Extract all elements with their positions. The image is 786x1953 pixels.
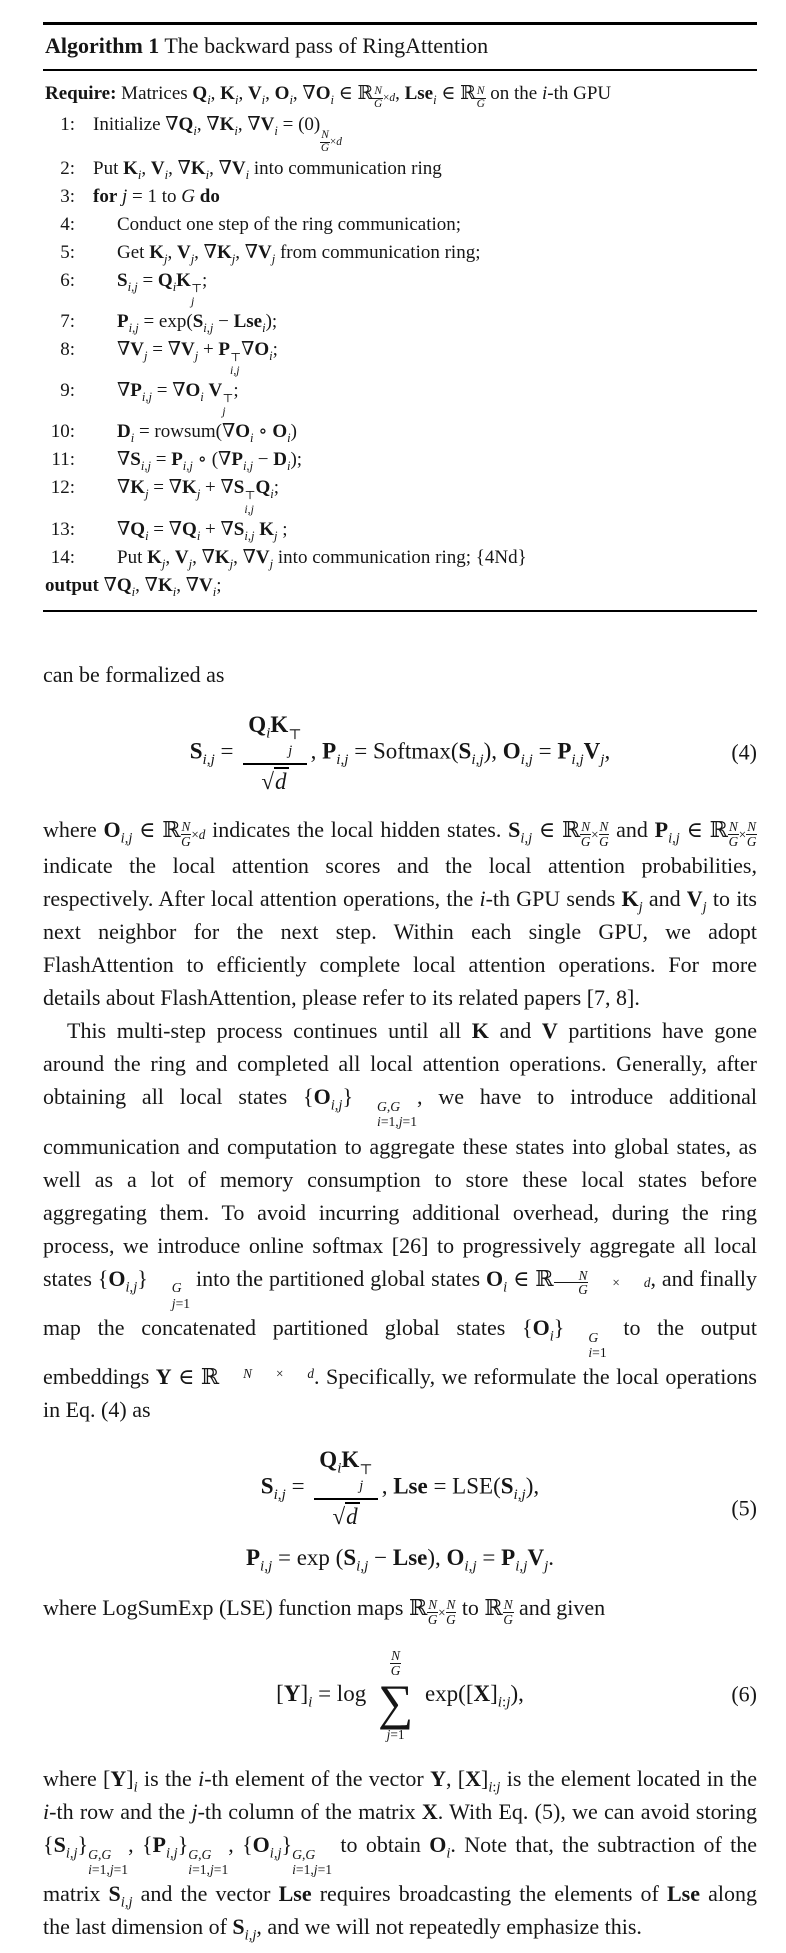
algorithm-line: [43, 211, 757, 239]
algorithm-line: [43, 267, 757, 308]
equation-6: [43, 1647, 757, 1744]
algorithm-title: [43, 25, 757, 71]
algorithm-label: Algorithm 1: [45, 33, 160, 58]
equation-5-line1: $S_{i,j}$ = $Q_iK$ ⊤ j √d , Lse = $LSE(S_{i,j})$,: [260, 1447, 540, 1530]
line-content: $\nabla S_{i,j} = P_{i,j}$ ∘ $(\nabla P_{i,j} - D_i)$;: [117, 449, 303, 474]
line-content: $S_{i,j} = Q_iK$ ⊤ j ;: [117, 269, 208, 308]
equation-5-number: (5): [731, 1496, 757, 1522]
equation-5: [43, 1446, 757, 1573]
line-content: Put $K_j$, $V_j$, $\nabla K_j$, $\nabla V_j$ into communication ring; {4Nd}: [117, 546, 527, 571]
paragraph-local-states: where $O_{i,j}$ ∈ ℝ $^{\frac{N}{G} \times d}$ indicates the local hidden states. $S_{i,j}$ ∈ ℝ $^{\frac{N}{G} \times \frac{N}{G}}$ and $P_{i,j}$ ∈ ℝ $^{\frac{N}{G} \times \frac{N}{G}}$ indicate the local attention scores and the local attention probabilities, respectively. After local attention operations, the i-th GPU sends $K_j$ and $V_j$ to its next neighbor for the next step. Within each single GPU, we adopt FlashAttention to efficiently complete local attention operations. For more details about FlashAttention, please refer to its related papers [7, 8].: [43, 817, 757, 1011]
equation-5-body: [246, 1446, 554, 1573]
algorithm-body: [43, 71, 757, 612]
algorithm-require-line: [43, 80, 757, 111]
line-content: $P_{i,j} = \exp(S_{i,j} - Lse_i)$;: [117, 310, 278, 335]
algorithm-line: [43, 183, 757, 211]
line-content: Get $K_j$, $V_j$, $\nabla K_j$, $\nabla V_j$ from communication ring;: [117, 241, 481, 266]
algorithm-output-line: [43, 572, 757, 600]
line-number: 14:: [50, 546, 75, 568]
line-content: $\nabla P_{i,j} = \nabla O_i$ V ⊤ j ;: [117, 380, 239, 419]
algorithm-line: [43, 155, 757, 183]
algorithm-line: [43, 377, 757, 418]
line-number: 8:: [60, 338, 75, 360]
intro-line: can be formalized as: [43, 661, 225, 687]
line-number: 3:: [60, 185, 75, 207]
line-number: 1:: [60, 113, 75, 135]
line-content: Put $K_i$, $V_i$, $\nabla K_i$, $\nabla V_i$ into communication ring: [93, 157, 442, 182]
line-content: Conduct one step of the ring communication;: [117, 213, 462, 235]
line-number: 13:: [50, 518, 75, 540]
equation-4-number: (4): [731, 739, 757, 765]
algorithm-line: [43, 544, 757, 572]
line-number: 5:: [60, 241, 75, 263]
line-number: 11:: [51, 449, 75, 471]
line-number: 2:: [60, 157, 75, 179]
require-content: Matrices $Q_i$, $K_i$, $V_i$, $O_i$, $\nabla O_i$ ∈ ℝ $^{\frac{N}{G} \times d}$ , Lse$_i$ ∈ ℝ $^{\frac{N}{G}}$ on the i-th GPU: [116, 83, 612, 110]
algorithm-line: [43, 239, 757, 267]
algorithm-line: [43, 474, 757, 515]
line-content: for j = 1 to G do: [93, 185, 220, 207]
paragraph-multistep: This multi-step process continues until all K and V partitions have gone around the ring and completed all local attention operations. Generally, after obtaining all local states $\{O_{i,j}\}$ G,G i=1,j=1 , we have to introduce additional communication and computation to aggregate these states into global states, as well as a lot of memory consumption to store these local states before aggregating them. To avoid incurring additional overhead, during the ring process, we introduce online softmax [26] to progressively aggregate all local states $\{O_{i,j}\}$ G j=1 into the partitioned global states $O_i$ ∈ ℝ $^{\frac{N}{G} \times d}$ , and finally map the concatenated partitioned global states $\{O_i\}$ G i=1 to the output embeddings Y ∈ ℝ $^{N \times d}$ . Specifically, we reformulate the local operations in Eq. (4) as: [43, 1018, 758, 1423]
algorithm-line: [43, 111, 757, 155]
algorithm-line: [43, 516, 757, 544]
algorithm-line: [43, 336, 757, 377]
equation-5-line2: $P_{i,j} = \exp (S_{i,j} - Lse)$, $O_{i,j} = P_{i,j}V_j$.: [245, 1544, 555, 1575]
line-number: 6:: [60, 269, 75, 291]
algorithm-title-text: The backward pass of RingAttention: [159, 33, 489, 58]
equation-4-body: $S_{i,j}$ = $Q_iK$ ⊤ j √d , $P_{i,j}$ = $Softmax(S_{i,j})$, $O_{i,j} = P_{i,j}V_j$,: [189, 711, 611, 794]
line-content: $\nabla K_j = \nabla K_j + \nabla S$ ⊤ i,j $Q_i$;: [117, 477, 279, 516]
equation-6-body: $[Y]_i = \log$ $\frac{N}{G}$ ∑ j=1 $\exp([X]_{i:j})$,: [276, 1647, 524, 1743]
paragraph-lse: where LogSumExp (LSE) function maps ℝ $^{\frac{N}{G} \times \frac{N}{G}}$ to ℝ $^{\frac{N}{G}}$ and given: [43, 1594, 606, 1627]
algorithm-line: [43, 418, 757, 446]
line-number: 9:: [60, 380, 75, 402]
line-content: Initialize $\nabla Q_i$, $\nabla K_i$, $\nabla V_i = (0)$ $_{\frac{N}{G} \times d}$: [93, 113, 342, 154]
require-keyword: Require:: [45, 83, 117, 104]
output-content: $\nabla Q_i$, $\nabla K_i$, $\nabla V_i$;: [98, 574, 222, 599]
line-number: 7:: [60, 310, 75, 332]
article-body: [43, 658, 757, 1943]
algorithm-lines: [43, 111, 757, 572]
line-number: 4:: [60, 213, 75, 235]
equation-4: [43, 711, 757, 796]
algorithm-line: [43, 446, 757, 474]
line-content: $D_i$ = $rowsum(\nabla O_i$ ∘ $O_i$): [117, 421, 297, 446]
output-keyword: output: [45, 574, 99, 596]
line-number: 12:: [50, 477, 75, 499]
line-number: 10:: [50, 421, 75, 443]
line-content: $\nabla Q_i = \nabla Q_i + \nabla S_{i,j}$ $K_j$ ;: [117, 518, 288, 543]
paragraph-notation: where $[Y]_i$ is the i-th element of the vector Y, $[X]_{i:j}$ is the element located in the i-th row and the j-th column of the matrix X. With Eq. (5), we can avoid storing $\{S_{i,j}\}$ G,G i=1,j=1 , $\{P_{i,j}\}$ G,G i=1,j=1 , $\{O_{i,j}\}$ G,G i=1,j=1 to obtain $O_i$. Note that, the subtraction of the matrix $S_{i,j}$ and the vector Lse requires broadcasting the elements of Lse along the last dimension of $S_{i,j}$, and we will not repeatedly emphasize this.: [43, 1765, 758, 1944]
equation-6-number: (6): [731, 1681, 757, 1707]
algorithm-box: [43, 22, 757, 612]
line-content: $\nabla V_j = \nabla V_j + P$ ⊤ i,j $\nabla O_i$;: [117, 338, 278, 378]
algorithm-line: [43, 308, 757, 336]
